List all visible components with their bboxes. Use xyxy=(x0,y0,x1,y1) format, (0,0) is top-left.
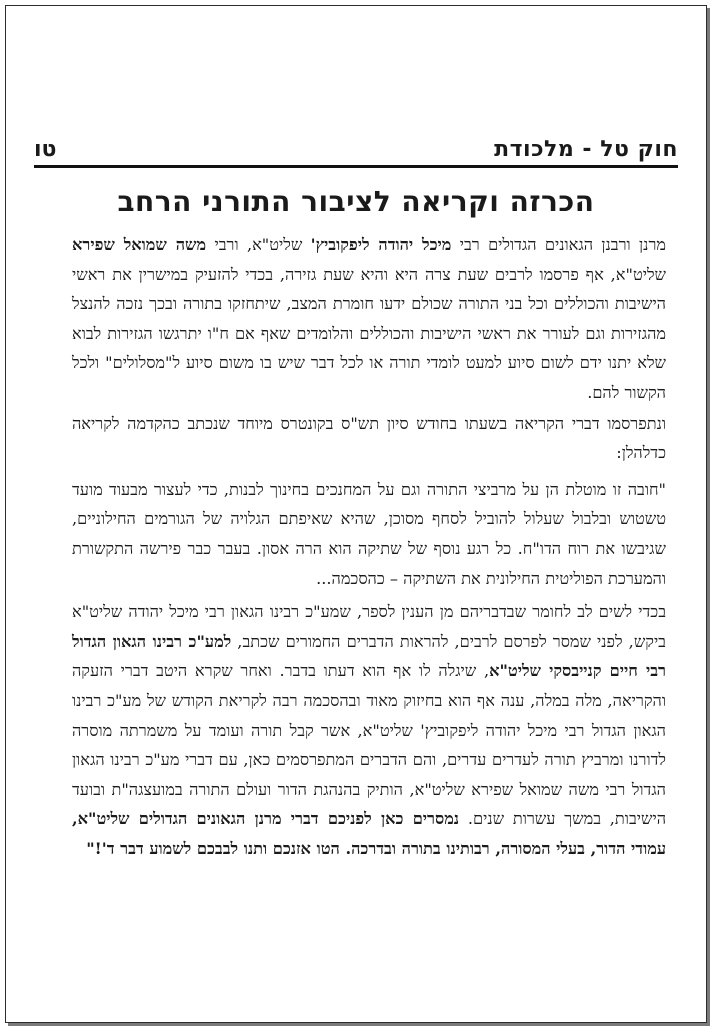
paragraph-2: ונתפרסמו דברי הקריאה בשעתו בחודש סיון תש"ס בקונטרס מיוחד שנכתב כהקדמה לקריאה כדלהלן: xyxy=(72,413,666,463)
p1-bold-2: משה שמואל שפירא xyxy=(72,235,207,254)
quote-paragraph: "חובה זו מוטלת הן על מרביצי התורה וגם על המחנכים בחינוך לבנות, כדי לעצור מבעוד מועד טשטוש ובלבול שעלול להוביל לסחף מסוכן, שהיא שאיפתם הגלויה של הגורמים החילוניים, שגיבשו את רוח הדו"ח. כל רגע נוסף של שתיקה הוא הרה אסון. בעבר כבר פירשה התקשורת והמערכת הפוליטית החילונית את השתיקה – כהסכמה... xyxy=(72,479,666,588)
page-heading: הכרזה וקריאה לציבור התורני הרחב xyxy=(117,185,595,218)
p1-bold-1: מיכל יהודה ליפקוביץ' xyxy=(310,235,452,254)
page-frame xyxy=(5,5,707,1023)
p4-text-2: , שיגלה לו אף הוא דעתו בדבר. ואחר שקרא היטב דברי הזעקה והקריאה, מלה במלה, ענה אף הוא בחיזוק מאוד ובהסכמה רבה לקריאת הקודש של מע"כ רבינו הגאון הגדול רבי מיכל יהודה ליפקוביץ' שליט"א, אשר קבל תורה ועומד על משמרתה מוסרה לדורנו ומרביץ תורה לעדרים עדרים, והם הדברים המתפרסמים כאן, עם דברי מע"כ רבינו הגאון הגדול רבי משה שמואל שפירא שליט"א, הותיק בהנהגת הדור ועולם התורה במועצגה"ת ובועד הישיבות, במשך עשרות שנים. xyxy=(72,661,667,829)
p1-text-1: מרנן ורבנן הגאונים הגדולים רבי xyxy=(451,235,666,254)
body-text xyxy=(72,230,666,863)
running-header xyxy=(34,134,678,162)
paragraph-1 xyxy=(72,230,666,408)
p1-text-2: שליט"א, ורבי xyxy=(206,235,311,254)
p1-text-3: שליט"א, אף פרסמו לרבים שעת צרה היא והיא שעת גזירה, בכדי להזעיק במישרין את ראשי הישיבות והכוללים וכל בני התורה שכולם ידעו חומרת המצב, שיתחזקו בתורה ובכך נזכה להנצל מהגזירות וגם לעורר את ראשי הישיבות והכוללים והלומדים שאף אם ח"ו יתרגשו הגזירות לבוא שלא יתנו ידם לשום סיוע למעט לומדי תורה או לכל דבר שיש בו משום סיוע ל"מסלולים" ולכל הקשור להם. xyxy=(72,264,666,402)
p4-bold-2: נמסרים כאן לפניכם דברי מרנן הגאונים הגדולים שליט"א, עמודי הדור, בעלי המסורה, רבותינו בתורה ובדרכה. הטו אזנכם ותנו לבבכם לשמוע דבר ד'!" xyxy=(72,809,666,858)
paragraph-4 xyxy=(72,597,666,863)
page-number: טו xyxy=(34,137,57,162)
p4-bold-1: למע"כ רבינו הגאון הגדול רבי חיים קנייבסקי שליט"א xyxy=(72,631,666,681)
book-page xyxy=(6,6,706,1022)
p4-text-1: בכדי לשים לב לחומר שבדבריהם מן הענין לספר, שמע"כ רבינו הגאון רבי מיכל יהודה שליט"א ביקש, לפני שמסר לפרסם לרבים, להראות הדברים החמורים שכתב, xyxy=(72,602,666,651)
header-rule xyxy=(34,165,678,168)
book-title: חוק טל - מלכודת xyxy=(494,137,678,162)
